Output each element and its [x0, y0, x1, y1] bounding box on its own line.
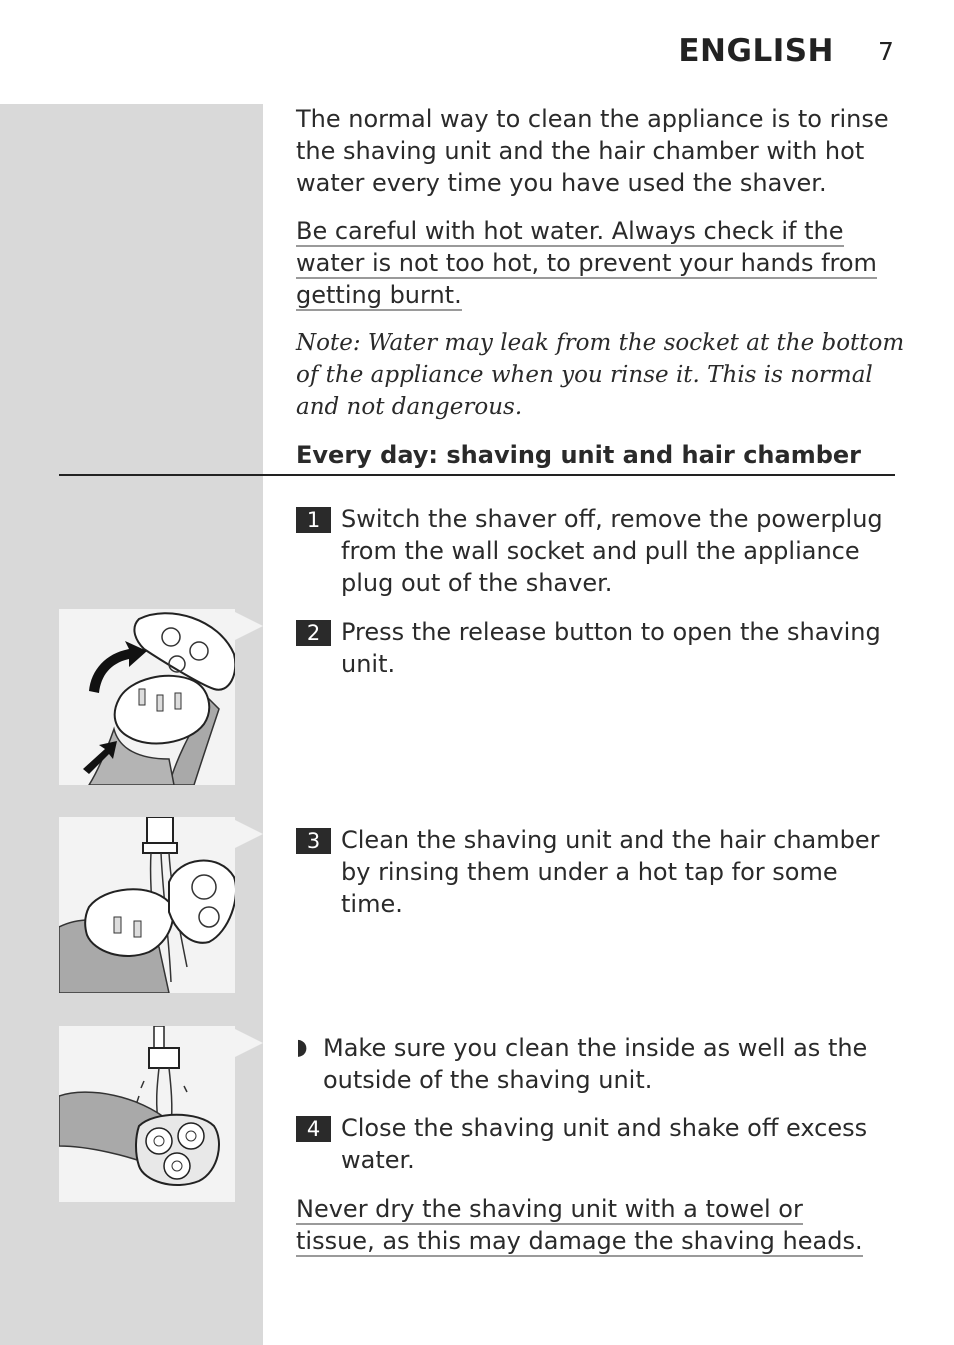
- page-number: 7: [878, 37, 894, 66]
- step-text-4: Close the shaving unit and shake off excess water.: [341, 1114, 868, 1174]
- step-2: [296, 616, 906, 680]
- intro-paragraph: The normal way to clean the appliance is to rinse the shaving unit and the hair chamber with hot water every time you have used the shaver.: [296, 105, 889, 197]
- bullet-icon: ◗: [296, 1035, 308, 1060]
- illustration-pointer-2: [235, 820, 263, 848]
- step-number-3: 3: [296, 828, 331, 854]
- illustration-pointer-3: [235, 1029, 263, 1057]
- rinse-closed-shaver-illustration: [59, 1026, 235, 1202]
- step-number-2: 2: [296, 620, 331, 646]
- open-shaver-illustration: [59, 609, 235, 785]
- section-divider: [59, 474, 895, 476]
- step-number-4: 4: [296, 1116, 331, 1142]
- step-1: [296, 503, 906, 599]
- bullet-text: Make sure you clean the inside as well as the outside of the shaving unit.: [323, 1034, 868, 1094]
- leak-note: Note: Water may leak from the socket at the bottom of the appliance when you rinse it. This is normal and not dangerous.: [296, 330, 905, 420]
- step-text-3: Clean the shaving unit and the hair chamber by rinsing them under a hot tap for some time.: [341, 826, 880, 918]
- hot-water-warning: Be careful with hot water. Always check if the water is not too hot, to prevent your hands from getting burnt.: [296, 217, 877, 309]
- step-3: [296, 824, 906, 920]
- towel-caution: Never dry the shaving unit with a towel or tissue, as this may damage the shaving heads.: [296, 1195, 863, 1255]
- language-label: ENGLISH: [678, 33, 834, 69]
- step-text-1: Switch the shaver off, remove the powerplug from the wall socket and pull the appliance plug out of the shaver.: [341, 505, 883, 597]
- illustration-pointer-1: [235, 612, 263, 640]
- step-number-1: 1: [296, 507, 331, 533]
- step-4: [296, 1112, 906, 1176]
- section-heading: Every day: shaving unit and hair chamber: [296, 441, 861, 469]
- step-text-2: Press the release button to open the shaving unit.: [341, 618, 881, 678]
- rinse-shaver-illustration: [59, 817, 235, 993]
- bullet-item: [296, 1032, 906, 1096]
